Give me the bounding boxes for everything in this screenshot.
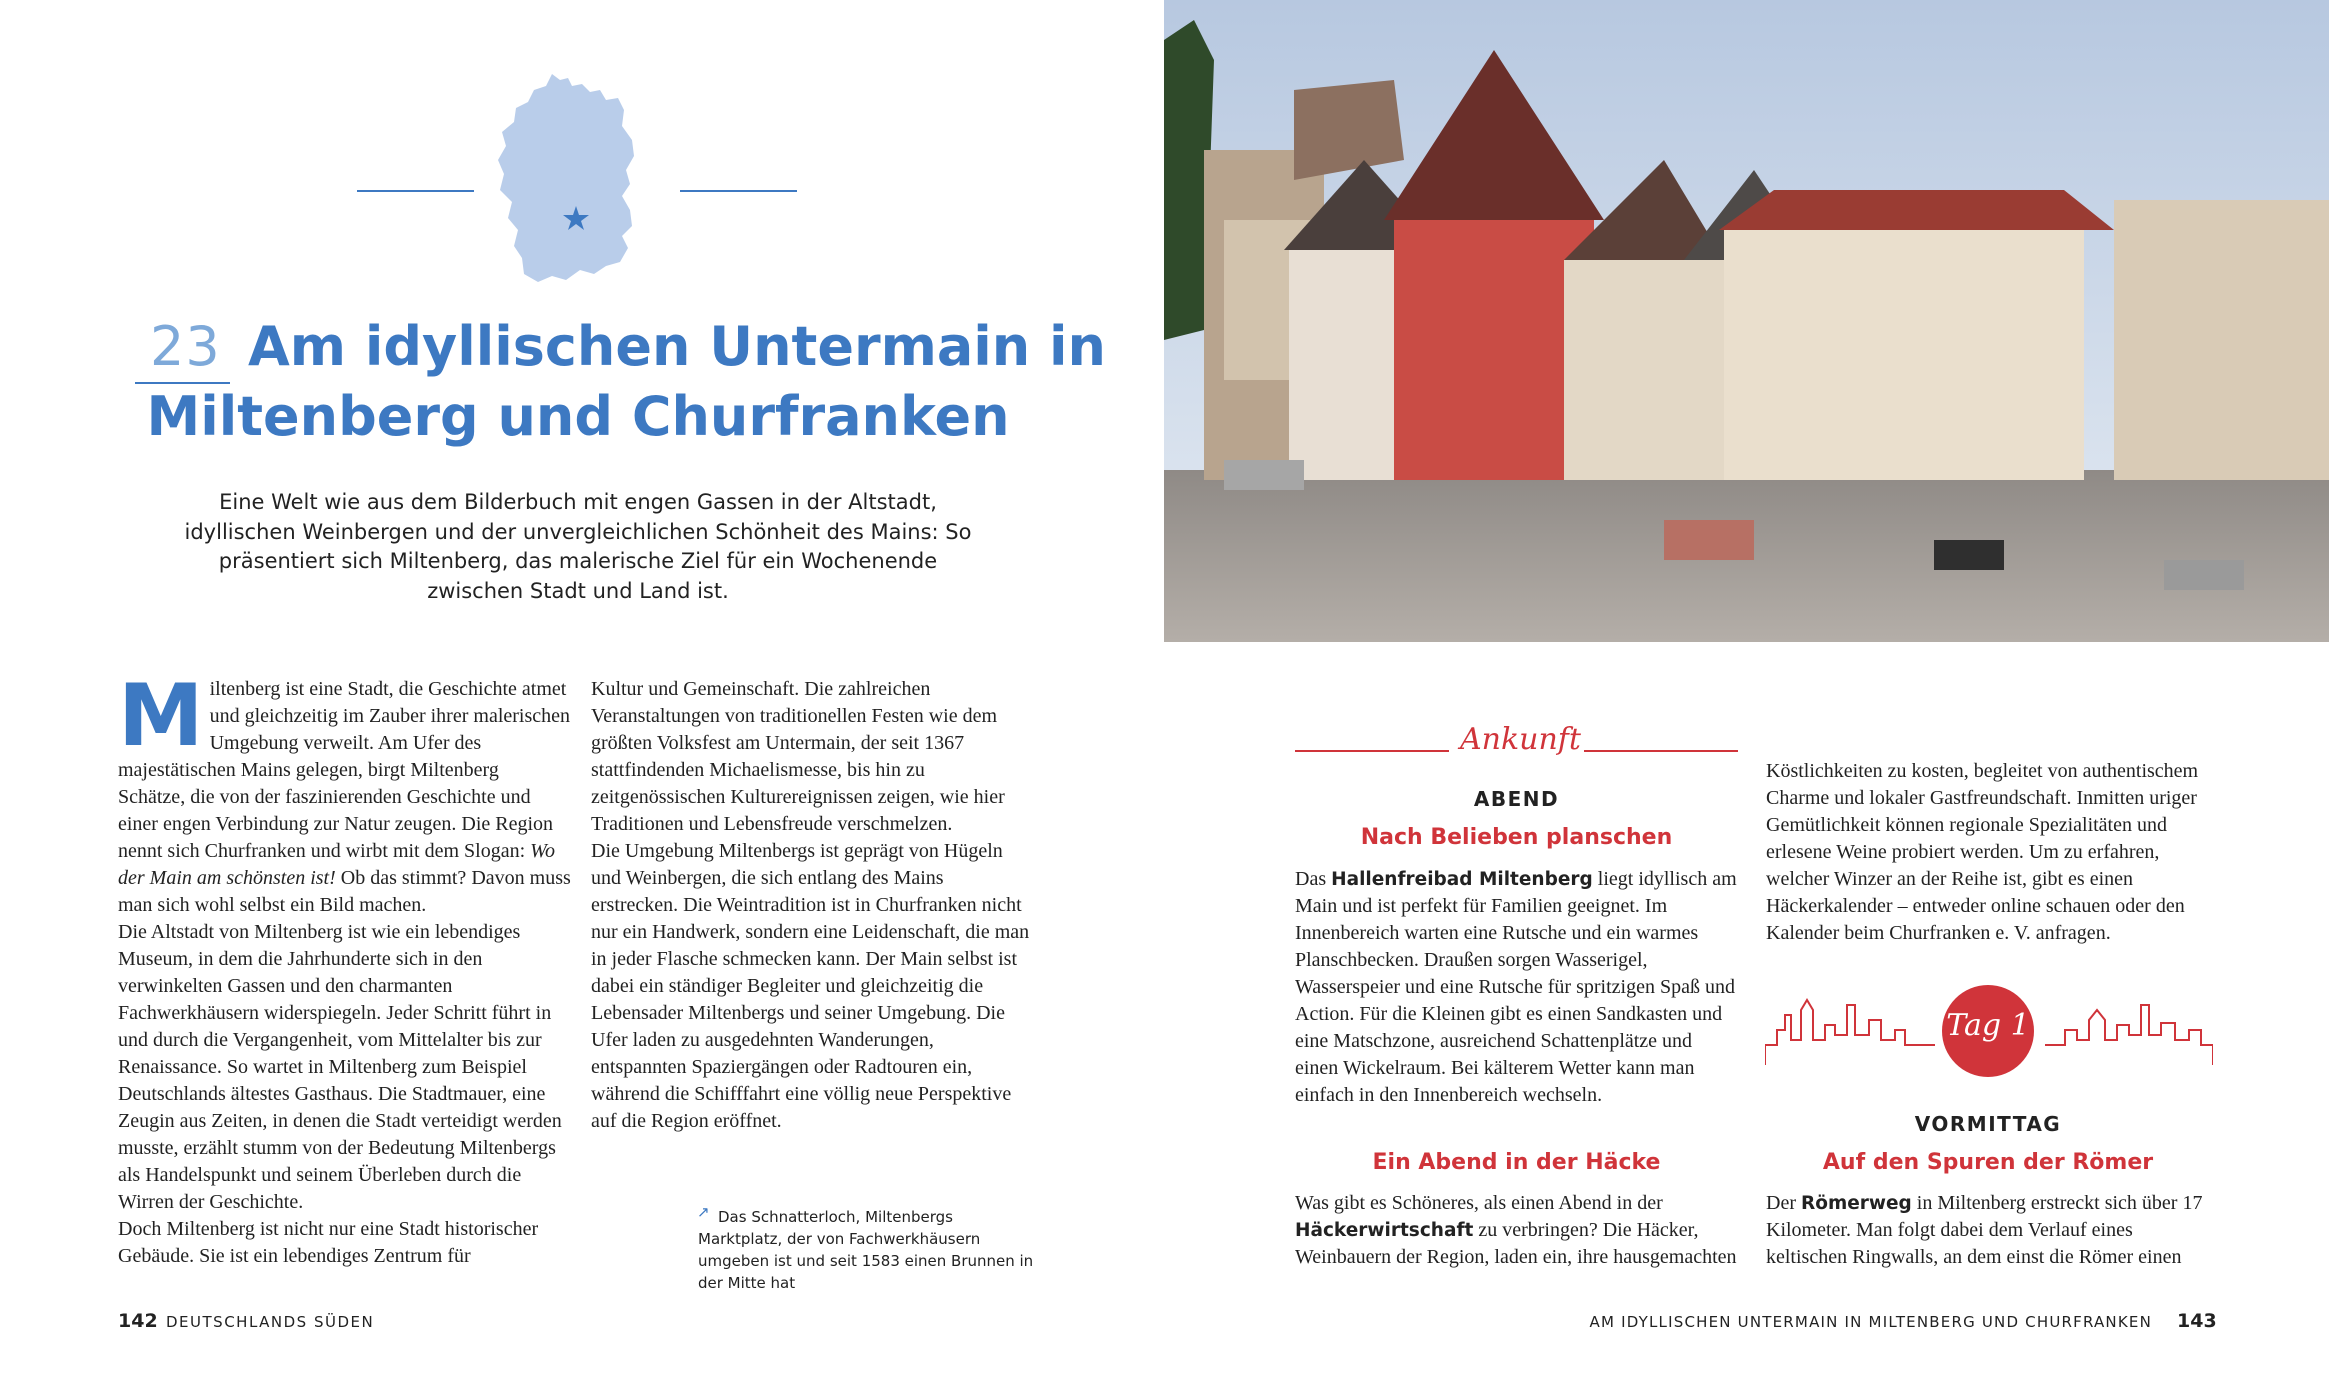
- chapter-number: 23: [150, 315, 221, 378]
- map-divider-left: [357, 190, 474, 192]
- photo-caption: Das Schnatterloch, Miltenbergs Marktplatz, der von Fachwerkhäusern umgeben ist und seit 1583 einen Brunnen in der Mitte hat: [698, 1208, 1034, 1292]
- chapter-title-line2: Miltenberg und Churfranken: [146, 385, 1010, 448]
- vormittag-heading: VORMITTAG: [1914, 1112, 2062, 1136]
- ankunft-divider-left: [1295, 750, 1449, 752]
- running-head-right: AM IDYLLISCHEN UNTERMAIN IN MILTENBERG UND CHURFRANKEN: [1589, 1313, 2152, 1331]
- abend-heading: ABEND: [1473, 787, 1560, 811]
- paragraph: Die Altstadt von Miltenberg ist wie ein lebendiges Museum, in dem die Jahrhunderte sich in den verwinkelten Gassen und den charmanten Fachwerkhäusern widerspiegeln. Jeder Schritt führt in und durch die Vergangenheit, vom Mittelalter bis zur Renaissance. So wartet in Miltenberg zum Beispiel Deutschlands ältestes Gasthaus. Die Stadtmauer, eine Zeugin aus Zeiten, in denen die Stadt verteidigt werden musste, erzählt stumm von der Bedeutung Miltenbergs als Handelspunkt und seinem Überleben durch die Wirren der Geschichte.: [118, 921, 562, 1213]
- chapter-title-line1: Am idyllischen Untermain in: [248, 315, 1106, 378]
- page-number-left: 142: [118, 1310, 158, 1332]
- haecke-paragraph: Was gibt es Schöneres, als einen Abend in der Häckerwirtschaft zu verbringen? Die Häcker, Weinbauern der Region, laden ein, ihre hausgemachten: [1295, 1192, 1737, 1268]
- map-divider-right: [680, 190, 797, 192]
- chapter-number-underline: [135, 382, 230, 384]
- vormittag-paragraph: Der Römerweg in Miltenberg erstreckt sich über 17 Kilometer. Man folgt dabei dem Verlauf eines keltischen Ringwalls, an dem einst die Römer einen: [1766, 1192, 2203, 1268]
- body-column-2: [591, 676, 1031, 1135]
- tag-badge-label: Tag 1: [1946, 1008, 2030, 1043]
- right-column-paragraph: Köstlichkeiten zu kosten, begleitet von authentischem Charme und lokaler Gastfreundschaft. Inmitten uriger Gemütlichkeit können regionale Spezialitäten und erlesene Weine probiert werden. Um zu erfahren, welcher Winzer an der Reihe ist, gibt es einen Häckerkalender – entweder online schauen oder den Kalender beim Churfranken e. V. anfragen.: [1766, 760, 2199, 944]
- ankunft-divider-right: [1584, 750, 1738, 752]
- abend-subheading: Nach Belieben planschen: [1360, 825, 1673, 850]
- vormittag-subheading: Auf den Spuren der Römer: [1822, 1150, 2154, 1175]
- abend-paragraph: Das Hallenfreibad Miltenberg liegt idyllisch am Main und ist perfekt für Familien geeignet. Im Innenbereich warten eine Rutsche und ein warmes Planschbecken. Draußen sorgen Wasserigel, Wasserspeier und eine Rutsche für spritzigen Spaß und Action. Für die Kleinen gibt es einen Sandkasten und eine Matschzone, ausreichend Schattenplätze und einen Wickelraum. Bei kälterem Wetter kann man einfach in den Innenbereich wechseln.: [1295, 868, 1737, 1106]
- germany-map-icon: [494, 70, 644, 290]
- running-head-left: DEUTSCHLANDS SÜDEN: [166, 1313, 375, 1331]
- paragraph: Die Umgebung Miltenbergs ist geprägt von Hügeln und Weinbergen, die sich entlang des Mains erstrecken. Die Weintradition ist in Churfranken nicht nur ein Handwerk, sondern eine Leidenschaft, die man in jeder Flasche schmecken kann. Der Main selbst ist dabei ein ständiger Begleiter und gleichzeitig die Lebensader Miltenbergs und seiner Umgebung. Die Ufer laden zu ausgedehnten Wanderungen, entspannten Spaziergängen oder Radtouren ein, während die Schifffahrt eine völlig neue Perspektive auf die Region eröffnet.: [591, 840, 1030, 1132]
- slogan: Wo der Main am schönsten ist!: [118, 840, 555, 889]
- paragraph: iltenberg ist eine Stadt, die Geschichte atmet und gleichzeitig im Zauber ihrer malerischen Umgebung verweilt. Am Ufer des majestätischen Mains gelegen, birgt Miltenberg Schätze, die von der faszinierenden Geschichte und einer engen Verbindung zur Natur zeugen. Die Region nennt sich Churfranken und wirbt mit dem Slogan: Wo der Main am schönsten ist! Ob das stimmt? Davon muss man sich wohl selbst ein Bild machen.: [118, 678, 571, 916]
- paragraph: Kultur und Gemeinschaft. Die zahlreichen Veranstaltungen von traditionellen Festen wie dem größten Volksfest am Untermain, der seit 1367 stattfindenden Michaelismesse, bis hin zu zeitgenössischen Kulturereignissen zeigen, wie hier Traditionen und Lebensfreude verschmelzen.: [591, 678, 1005, 835]
- body-column-1: [118, 666, 571, 1270]
- drop-cap: M: [118, 666, 204, 766]
- miltenberg-market-photo: [1164, 0, 2329, 642]
- caption-arrow-icon: ↗: [697, 1203, 710, 1221]
- section-ankunft: Ankunft: [1460, 722, 1581, 757]
- page-number-right: 143: [2177, 1310, 2217, 1332]
- haecke-subheading: Ein Abend in der Häcke: [1372, 1150, 1661, 1175]
- paragraph: Doch Miltenberg ist nicht nur eine Stadt historischer Gebäude. Sie ist ein lebendiges Zentrum für: [118, 1218, 539, 1267]
- chapter-intro: Eine Welt wie aus dem Bilderbuch mit engen Gassen in der Altstadt, idyllischen Weinbergen und der unvergleichlichen Schönheit des Mains: So präsentiert sich Miltenberg, das malerische Ziel für ein Wochenende zwischen Stadt und Land ist.: [184, 490, 972, 603]
